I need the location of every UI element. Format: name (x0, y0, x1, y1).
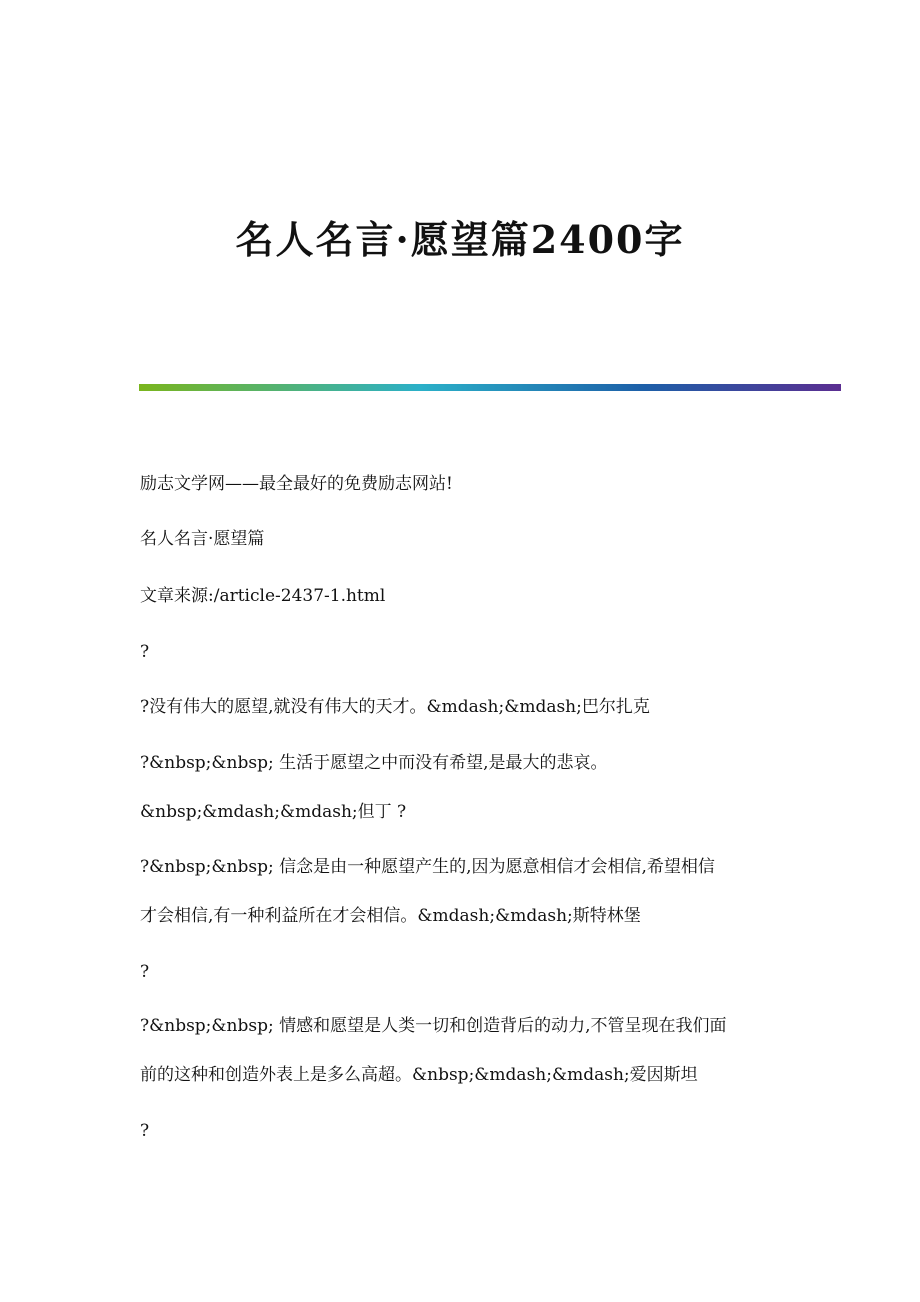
quote-strindberg-continued: 才会相信,有一种利益所在才会相信。&mdash;&mdash;斯特林堡 (140, 906, 641, 926)
text-line-source: 文章来源:/article-2437-1.html (140, 586, 386, 606)
text-line-subtitle: 名人名言·愿望篇 (140, 529, 265, 549)
quote-strindberg: ?&nbsp;&nbsp; 信念是由一种愿望产生的,因为愿意相信才会相信,希望相信 (140, 857, 715, 877)
document-title: 名人名言·愿望篇2400字 (235, 217, 685, 262)
text-line: ? (140, 962, 150, 982)
quote-dante: ?&nbsp;&nbsp; 生活于愿望之中而没有希望,是最大的悲哀。 (140, 753, 608, 773)
title-gradient-rule (139, 384, 841, 391)
quote-einstein-continued: 前的这种和创造外表上是多么高超。&nbsp;&mdash;&mdash;爱因斯坦 (140, 1065, 698, 1085)
text-line-site-slogan: 励志文学网——最全最好的免费励志网站! (140, 474, 453, 494)
quote-dante-attribution: &nbsp;&mdash;&mdash;但丁 ? (140, 802, 407, 822)
quote-balzac: ?没有伟大的愿望,就没有伟大的天才。&mdash;&mdash;巴尔扎克 (140, 697, 650, 717)
quote-einstein: ?&nbsp;&nbsp; 情感和愿望是人类一切和创造背后的动力,不管呈现在我们面 (140, 1016, 727, 1036)
text-line: ? (140, 1121, 150, 1141)
text-line: ? (140, 642, 150, 662)
